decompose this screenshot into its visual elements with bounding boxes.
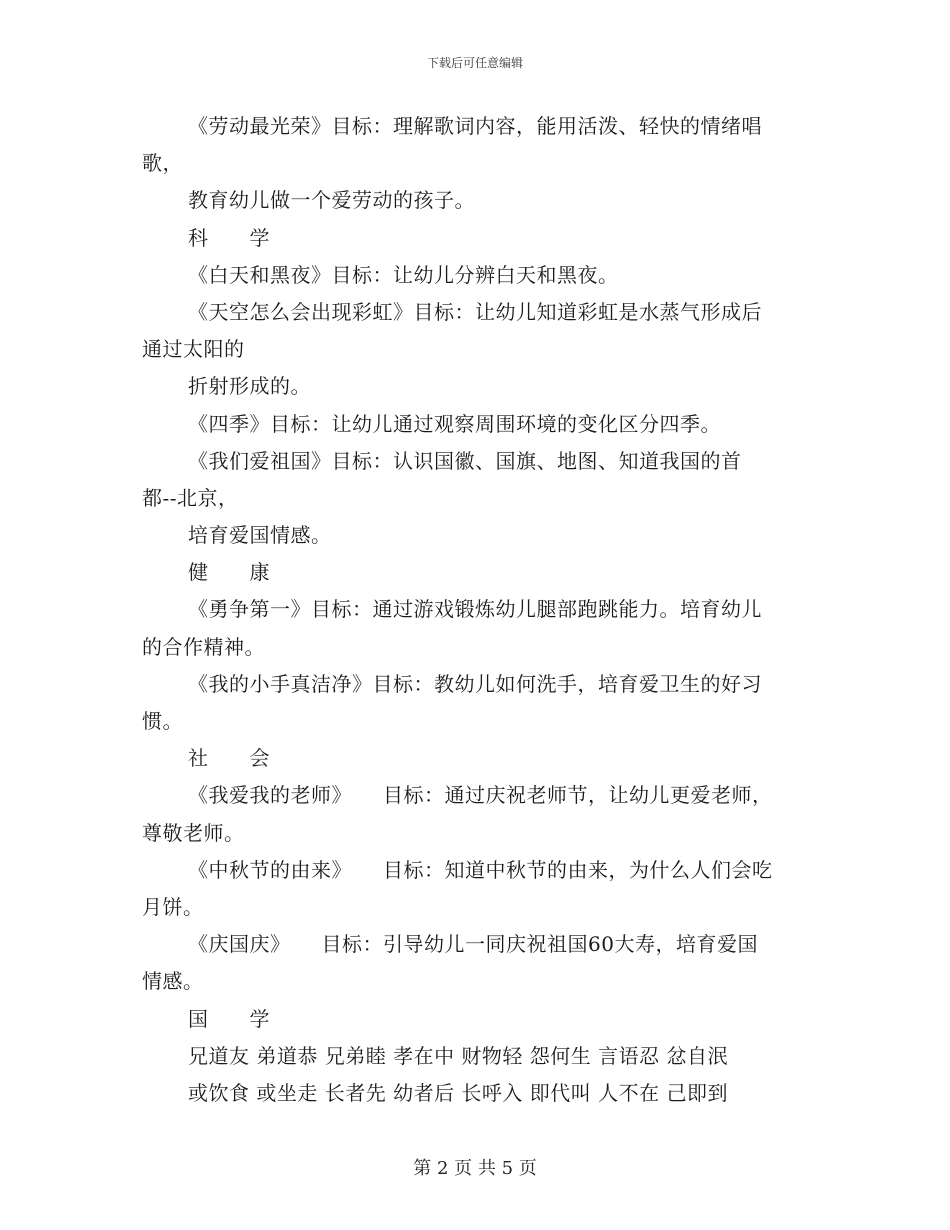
text-line: 国 学 xyxy=(188,1006,270,1031)
text-line: 折射形成的。 xyxy=(188,374,311,399)
text-line: 《劳动最光荣》目标：理解歌词内容，能用活泼、轻快的情绪唱 xyxy=(188,114,762,138)
text-line: 歌， xyxy=(142,151,183,176)
text-line: 兄道友 弟道恭 兄弟睦 孝在中 财物轻 怨何生 言语忍 忿自泯 xyxy=(188,1043,729,1068)
text-line: 尊敬老师。 xyxy=(142,820,245,845)
text-line: 《我的小手真洁净》目标：教幼儿如何洗手，培育爱卫生的好习 xyxy=(188,671,762,696)
text-line: 社 会 xyxy=(188,746,270,771)
text-line: 《中秋节的由来》 目标：知道中秋节的由来，为什么人们会吃 xyxy=(188,857,773,882)
text-line: 培育爱国情感。 xyxy=(188,523,332,548)
text-line: 健 康 xyxy=(188,560,270,585)
text-line: 或饮食 或坐走 长者先 幼者后 长呼入 即代叫 人不在 己即到 xyxy=(188,1080,729,1105)
text-line: 情感。 xyxy=(142,969,204,994)
text-line: 科 学 xyxy=(188,225,270,250)
document-body xyxy=(142,108,812,1112)
text-line: 《我们爱祖国》目标：认识国徽、国旗、地图、知道我国的首 xyxy=(188,448,742,473)
text-line: 的合作精神。 xyxy=(142,634,265,659)
text-line: 《天空怎么会出现彩虹》目标：让幼儿知道彩虹是水蒸气形成后 xyxy=(188,299,762,324)
text-line: 通过太阳的 xyxy=(142,337,245,362)
text-line: 《庆国庆》 目标：引导幼儿一同庆祝祖国60大寿，培育爱国 xyxy=(188,932,758,957)
page-number-footer: 第 2 页 共 5 页 xyxy=(413,1158,537,1179)
page-header-note: 下载后可任意编辑 xyxy=(426,56,523,70)
text-line: 《勇争第一》目标：通过游戏锻炼幼儿腿部跑跳能力。培育幼儿 xyxy=(188,597,762,622)
text-line: 《四季》目标：让幼儿通过观察周围环境的变化区分四季。 xyxy=(188,411,721,436)
text-line: 月饼。 xyxy=(142,894,204,919)
text-line: 都--北京， xyxy=(142,485,239,510)
text-line: 教育幼儿做一个爱劳动的孩子。 xyxy=(188,188,475,213)
text-line: 《白天和黑夜》目标：让幼儿分辨白天和黑夜。 xyxy=(188,262,619,287)
text-line: 《我爱我的老师》 目标：通过庆祝老师节，让幼儿更爱老师， xyxy=(188,783,773,808)
text-line: 惯。 xyxy=(142,709,183,733)
